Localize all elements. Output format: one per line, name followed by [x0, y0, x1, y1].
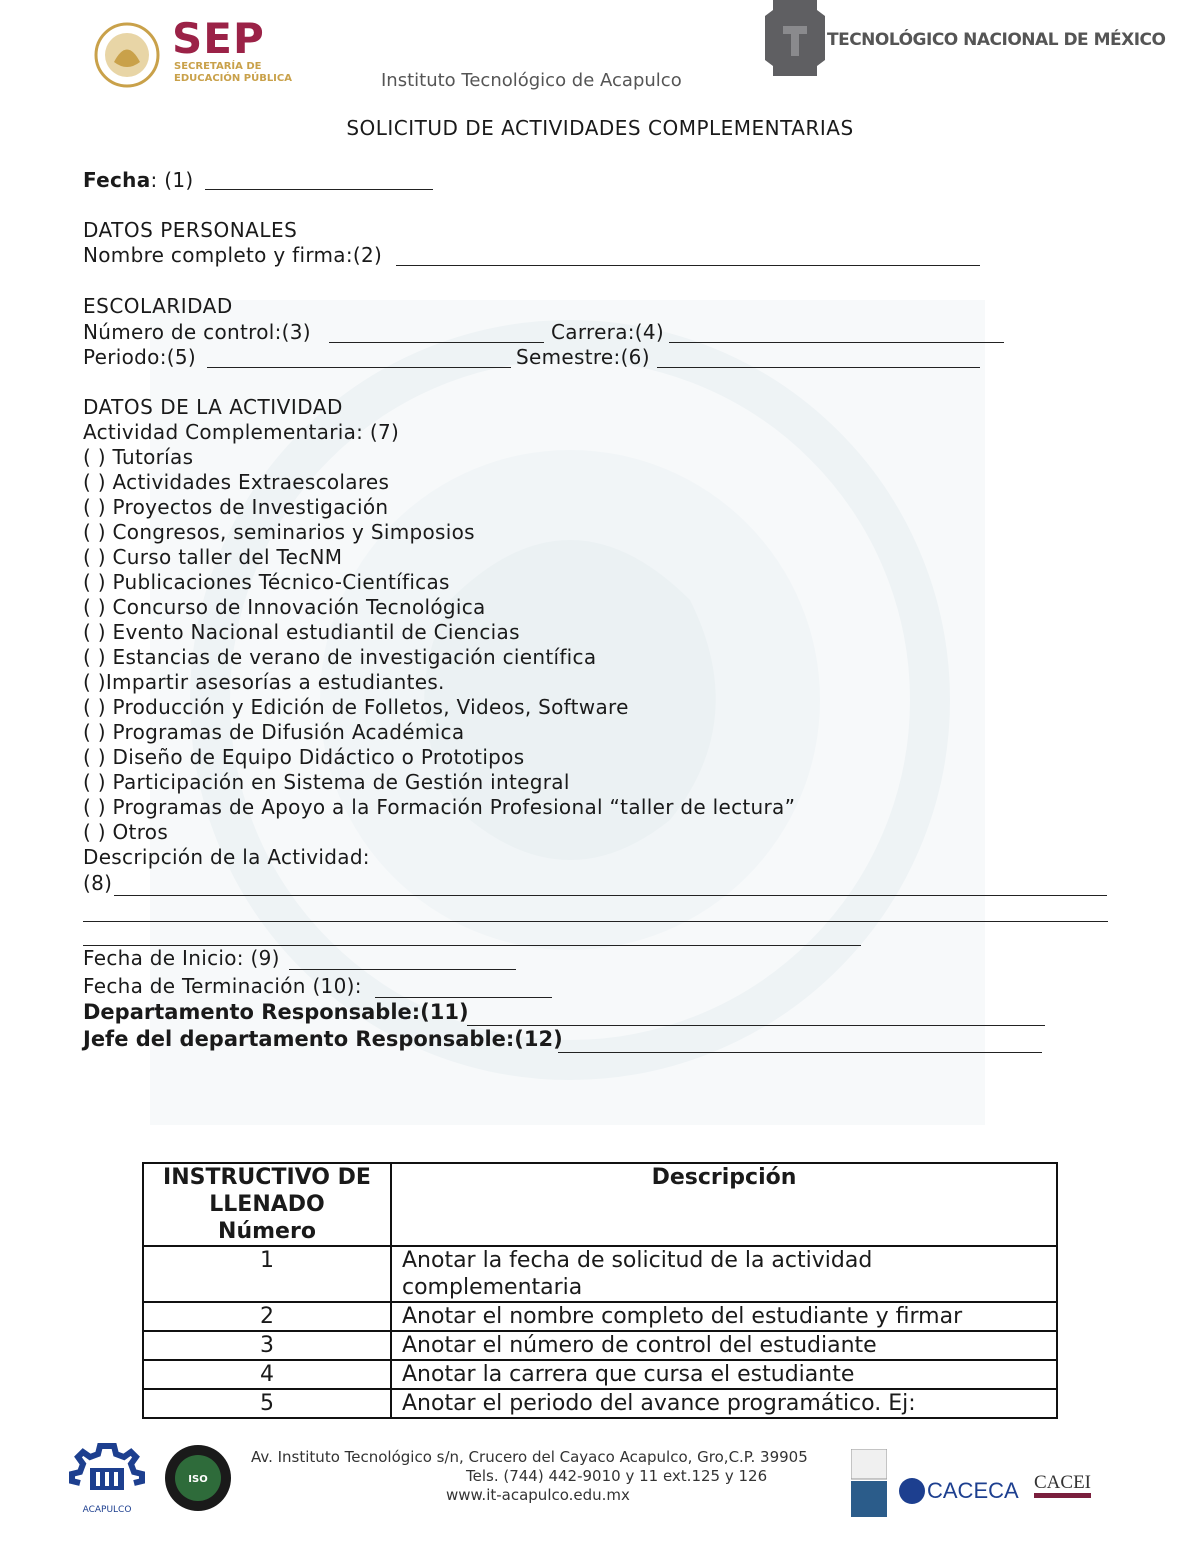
row-description — [391, 1246, 1057, 1302]
header-left-line3: Número — [218, 1219, 316, 1244]
option-investigacion[interactable]: ( ) Proyectos de Investigación — [83, 495, 389, 519]
control-input-line[interactable] — [329, 342, 544, 343]
instructivo-table — [142, 1162, 1058, 1419]
accreditation-badge-icon — [851, 1449, 887, 1517]
option-otros[interactable]: ( ) Otros — [83, 820, 169, 844]
table-row — [143, 1331, 1057, 1360]
fecha-input-line[interactable] — [205, 189, 433, 190]
header-left-line1: INSTRUCTIVO DE — [163, 1165, 371, 1190]
sep-sub-line1: SECRETARÍA DE — [174, 61, 262, 72]
row-number: 5 — [143, 1389, 391, 1418]
row-description: Anotar el periodo del avance programático. Ej: — [391, 1389, 1057, 1418]
sep-logo-text: SEP — [172, 14, 265, 63]
fecha-field-label — [83, 168, 193, 192]
option-difusion[interactable]: ( ) Programas de Difusión Académica — [83, 720, 465, 744]
row-number: 4 — [143, 1360, 391, 1389]
header-left-line2: LLENADO — [209, 1192, 325, 1217]
fecha-termino-label: Fecha de Terminación (10): — [83, 974, 362, 998]
row-number: 1 — [143, 1246, 391, 1302]
sep-sub-line2: EDUCACIÓN PÚBLICA — [174, 73, 292, 84]
descripcion-line-1[interactable] — [114, 895, 1107, 896]
footer-website[interactable]: www.it-acapulco.edu.mx — [446, 1486, 630, 1504]
option-tutorias[interactable]: ( ) Tutorías — [83, 445, 194, 469]
row-description-line2: complementaria — [402, 1275, 583, 1300]
nombre-input-line[interactable] — [396, 265, 980, 266]
actividad-heading: DATOS DE LA ACTIVIDAD — [83, 395, 343, 419]
periodo-input-line[interactable] — [207, 367, 511, 368]
caceca-logo — [899, 1478, 1019, 1504]
mexico-seal-icon — [94, 22, 160, 88]
option-congresos[interactable]: ( ) Congresos, seminarios y Simposios — [83, 520, 475, 544]
row-description-line1: Anotar la fecha de solicitud de la actividad — [402, 1248, 873, 1273]
sep-logo-subtitle — [174, 61, 292, 85]
fecha-termino-line[interactable] — [375, 997, 552, 998]
nombre-label: Nombre completo y firma:(2) — [83, 243, 383, 267]
row-description: Anotar el nombre completo del estudiante y firmar — [391, 1302, 1057, 1331]
table-row — [143, 1246, 1057, 1302]
jefe-line[interactable] — [558, 1052, 1042, 1053]
jefe-label: Jefe del departamento Responsable:(12) — [83, 1027, 563, 1051]
option-curso-taller[interactable]: ( ) Curso taller del TecNM — [83, 545, 343, 569]
header-numero — [143, 1163, 391, 1246]
option-extraescolares[interactable]: ( ) Actividades Extraescolares — [83, 470, 390, 494]
option-estancias[interactable]: ( ) Estancias de verano de investigación científica — [83, 645, 597, 669]
option-evento-nacional[interactable]: ( ) Evento Nacional estudiantil de Ciencias — [83, 620, 520, 644]
ita-gear-logo-icon — [62, 1440, 152, 1518]
option-gestion[interactable]: ( ) Participación en Sistema de Gestión integral — [83, 770, 570, 794]
option-apoyo-formacion[interactable]: ( ) Programas de Apoyo a la Formación Profesional “taller de lectura” — [83, 795, 796, 819]
fecha-number: : (1) — [150, 168, 194, 192]
periodo-label: Periodo:(5) — [83, 345, 196, 369]
fecha-inicio-label: Fecha de Inicio: (9) — [83, 946, 280, 970]
row-number: 2 — [143, 1302, 391, 1331]
tecnm-name: TECNOLÓGICO NACIONAL DE MÉXICO — [827, 30, 1166, 50]
fecha-label: Fecha — [83, 168, 151, 192]
table-row — [143, 1360, 1057, 1389]
table-header-row — [143, 1163, 1057, 1246]
descripcion-line-2[interactable] — [83, 921, 1108, 922]
tecnm-gear-icon — [765, 0, 825, 76]
table-row — [143, 1389, 1057, 1418]
row-description: Anotar la carrera que cursa el estudiante — [391, 1360, 1057, 1389]
option-diseno[interactable]: ( ) Diseño de Equipo Didáctico o Prototipos — [83, 745, 525, 769]
semestre-input-line[interactable] — [657, 367, 980, 368]
option-publicaciones[interactable]: ( ) Publicaciones Técnico-Científicas — [83, 570, 450, 594]
row-description: Anotar el número de control del estudiante — [391, 1331, 1057, 1360]
control-label: Número de control:(3) — [83, 320, 311, 344]
option-innovacion[interactable]: ( ) Concurso de Innovación Tecnológica — [83, 595, 486, 619]
datos-personales-heading: DATOS PERSONALES — [83, 218, 298, 242]
descripcion-number: (8) — [83, 871, 113, 895]
header-descripcion: Descripción — [391, 1163, 1057, 1246]
carrera-label: Carrera:(4) — [551, 320, 665, 344]
semestre-label: Semestre:(6) — [516, 345, 650, 369]
carrera-input-line[interactable] — [669, 342, 1004, 343]
escolaridad-heading: ESCOLARIDAD — [83, 294, 233, 318]
caceca-text: CACECA — [927, 1478, 1019, 1503]
iso-seal-icon — [163, 1440, 233, 1516]
cacei-logo: CACEI — [1034, 1473, 1091, 1498]
iso-seal-text: ISO — [188, 1474, 208, 1485]
descripcion-label: Descripción de la Actividad: — [83, 845, 370, 869]
caceca-circle-icon — [899, 1478, 925, 1504]
option-produccion[interactable]: ( ) Producción y Edición de Folletos, Videos, Software — [83, 695, 629, 719]
ita-logo-text: ACAPULCO — [82, 1505, 132, 1515]
row-number: 3 — [143, 1331, 391, 1360]
institute-name: Instituto Tecnológico de Acapulco — [381, 70, 682, 91]
form-title: SOLICITUD DE ACTIVIDADES COMPLEMENTARIAS — [346, 116, 854, 140]
table-row — [143, 1302, 1057, 1331]
fecha-inicio-line[interactable] — [289, 969, 516, 970]
option-asesorias[interactable]: ( )Impartir asesorías a estudiantes. — [83, 670, 445, 694]
departamento-label: Departamento Responsable:(11) — [83, 1000, 469, 1024]
actividad-label: Actividad Complementaria: (7) — [83, 420, 400, 444]
departamento-line[interactable] — [467, 1025, 1045, 1026]
footer-phones: Tels. (744) 442-9010 y 11 ext.125 y 126 — [466, 1467, 768, 1485]
footer-address: Av. Instituto Tecnológico s/n, Crucero del Cayaco Acapulco, Gro,C.P. 39905 — [251, 1448, 808, 1466]
